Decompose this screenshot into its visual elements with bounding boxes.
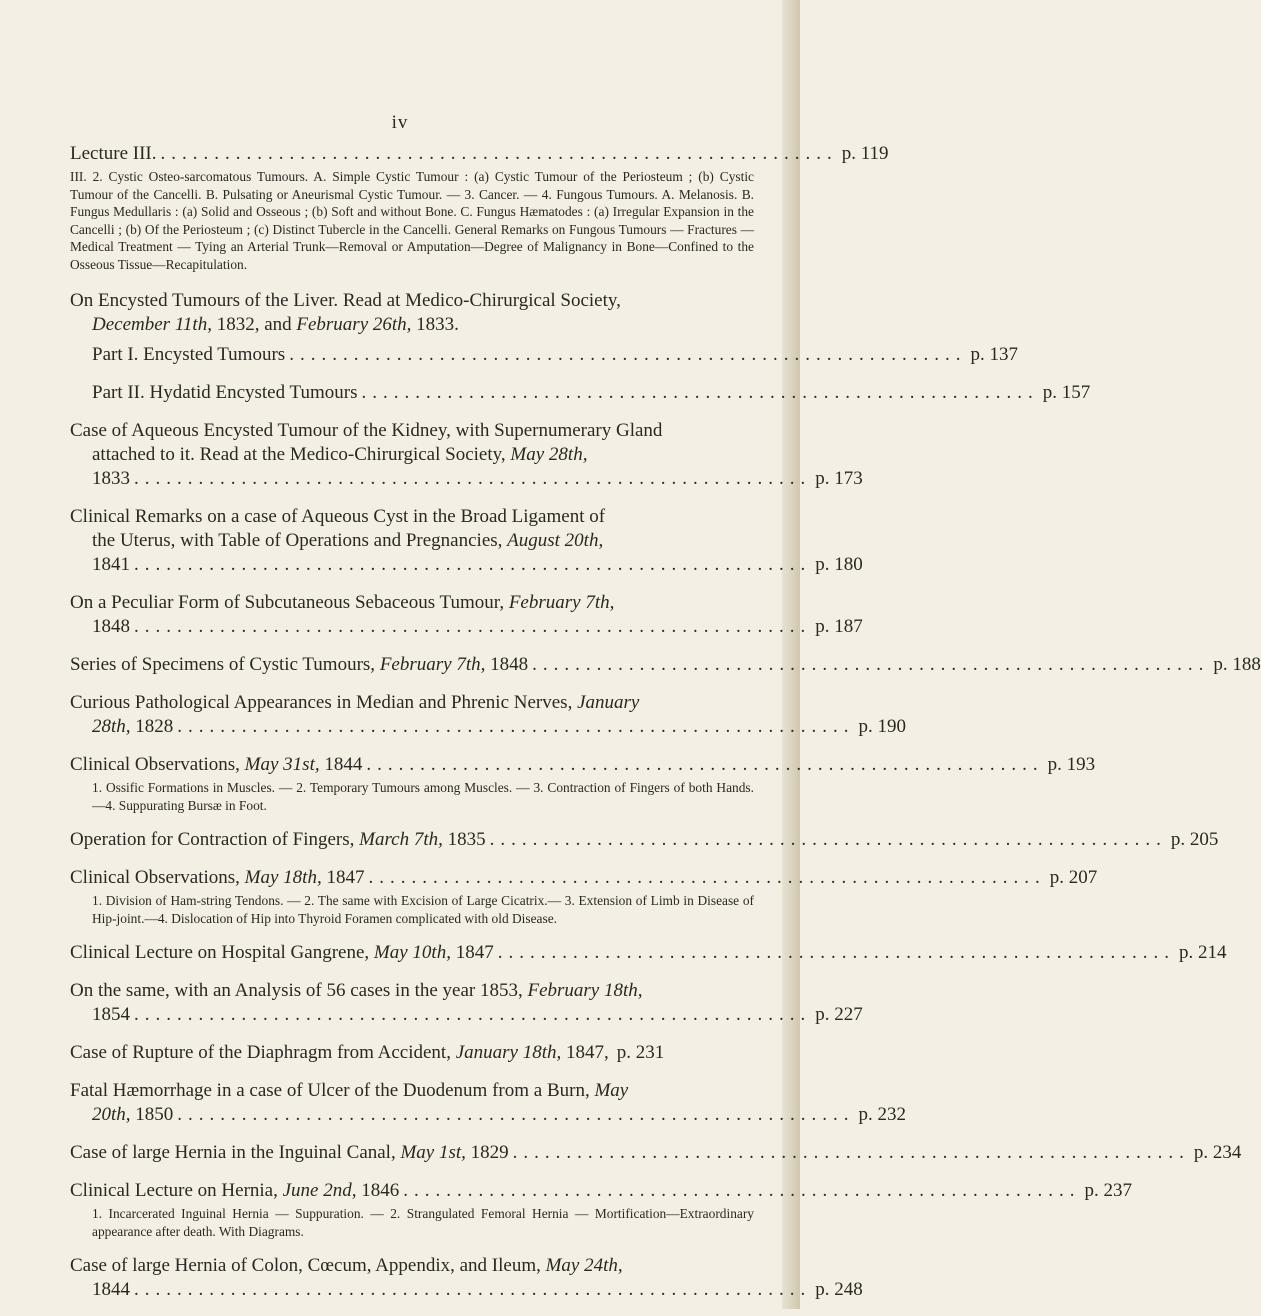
entry-date: February 18th, xyxy=(527,980,643,1001)
entry-title: Case of large Hernia in the Inguinal Canal, xyxy=(70,1142,396,1163)
toc-entry-part-ii xyxy=(70,381,1091,405)
toc-entry-inguinal xyxy=(70,1141,1242,1165)
entry-title: Case of Aqueous Encysted Tumour of the Kidney, with Supernumerary Gland xyxy=(70,420,663,441)
entry-date: May 31st, xyxy=(244,754,320,775)
entry-title: Clinical Remarks on a case of Aqueous Cyst in the Broad Ligament of xyxy=(70,506,606,527)
entry-title: Clinical Observations, xyxy=(70,754,240,775)
toc-entry-contraction xyxy=(70,828,1219,852)
entry-year: 1844 xyxy=(92,1279,130,1300)
entry-details: 1. Ossific Formations in Muscles. — 2. Temporary Tumours among Muscles. — 3. Contraction of Fingers of both Hands.—4. Suppurating Bursæ in Foot. xyxy=(92,780,754,813)
entry-title: Part I. Encysted Tumours xyxy=(92,344,286,365)
leader-dots: ............................................................... xyxy=(532,654,1210,675)
entry-page: p. 214 xyxy=(1178,942,1227,963)
toc-entry-series xyxy=(70,653,1261,677)
leader-dots: ............................................................... xyxy=(134,1004,812,1025)
entry-title: Lecture III. xyxy=(70,143,157,164)
entry-text-end: 1833. xyxy=(411,314,459,335)
entry-date: May 1st, xyxy=(400,1142,466,1163)
entry-title: Clinical Observations, xyxy=(70,867,240,888)
leader-dots: ............................................................... xyxy=(368,867,1046,888)
toc-entry-clinical-1847 xyxy=(70,866,1098,927)
entry-page: p. 232 xyxy=(858,1104,907,1125)
leader-dots: ............................................................... xyxy=(289,344,967,365)
entry-details: 1. Division of Ham-string Tendons. — 2. The same with Excision of Large Cicatrix.— 3. Extension of Limb in Disease of Hip-joint.—4. Dislocation of Hip into Thyroid Foramen complicated with old Disease. xyxy=(92,893,754,926)
entry-year: 1835 xyxy=(447,829,486,850)
entry-page: p. 207 xyxy=(1049,867,1098,888)
toc-entry-clinical-1844 xyxy=(70,753,1096,814)
leader-dots: ............................................................... xyxy=(177,1104,855,1125)
toc-entry-nerves xyxy=(70,691,907,739)
leader-dots: ............................................................... xyxy=(134,468,812,489)
entry-title: Series of Specimens of Cystic Tumours, xyxy=(70,654,376,675)
entry-page: p. 227 xyxy=(815,1004,863,1025)
entry-page: p. 119 xyxy=(841,143,889,164)
entry-date: March 7th, xyxy=(359,829,443,850)
entry-title: Case of large Hernia of Colon, Cœcum, Appendix, and Ileum, xyxy=(70,1255,541,1276)
entry-year: 1846 xyxy=(361,1180,400,1201)
entry-date: February 7th, xyxy=(379,654,486,675)
entry-page: p. 248 xyxy=(815,1279,863,1300)
leader-dots: ............................................................... xyxy=(160,143,838,164)
leader-dots: ............................................................... xyxy=(134,554,812,575)
toc-entry-hernia-lecture xyxy=(70,1179,1132,1240)
entry-year: 1841 xyxy=(92,554,130,575)
toc-entry-haemorrhage xyxy=(70,1079,907,1127)
entry-page: p. 180 xyxy=(815,554,863,575)
toc-entry-colon xyxy=(70,1254,863,1302)
entry-page: p. 193 xyxy=(1047,754,1096,775)
toc-entry-gangrene xyxy=(70,941,1227,965)
entry-year: 1854 xyxy=(92,1004,130,1025)
entry-year: 1828 xyxy=(135,716,174,737)
entry-date: May xyxy=(594,1080,629,1101)
entry-page: p. 205 xyxy=(1170,829,1219,850)
toc-entry-analysis xyxy=(70,979,863,1027)
entry-page: p. 157 xyxy=(1042,382,1091,403)
entry-year: 1850 xyxy=(135,1104,174,1125)
entry-date-2: 20th, xyxy=(92,1104,131,1125)
entry-page: p. 187 xyxy=(815,616,863,637)
leader-dots: ............................................................... xyxy=(403,1180,1081,1201)
entry-date: May 10th, xyxy=(373,942,451,963)
leader-dots: ............................................................... xyxy=(134,1279,812,1300)
entry-title: Case of Rupture of the Diaphragm from Accident, xyxy=(70,1042,451,1063)
entry-title: Fatal Hæmorrhage in a case of Ulcer of the Duodenum from a Burn, xyxy=(70,1080,590,1101)
entry-date-2: 28th, xyxy=(92,716,131,737)
entry-page: p. 231 xyxy=(616,1042,665,1063)
entry-page: p. 137 xyxy=(970,344,1018,365)
entry-details: 1. Incarcerated Inguinal Hernia — Suppuration. — 2. Strangulated Femoral Hernia — Mortification—Extraordinary appearance after death. With Diagrams. xyxy=(92,1206,754,1239)
entry-text: 1832, and xyxy=(211,314,297,335)
entry-title: On the same, with an Analysis of 56 cases in the year 1853, xyxy=(70,980,523,1001)
table-of-contents xyxy=(70,142,1261,1316)
toc-entry-encysted-liver xyxy=(70,289,754,337)
entry-year: 1848 xyxy=(490,654,529,675)
leader-dots: ............................................................... xyxy=(134,616,812,637)
entry-title: Operation for Contraction of Fingers, xyxy=(70,829,355,850)
leader-dots: ............................................................... xyxy=(366,754,1044,775)
entry-year: 1848 xyxy=(92,616,130,637)
entry-date: May 24th, xyxy=(545,1255,623,1276)
page-number: iv xyxy=(391,112,409,133)
entry-page: p. 188 xyxy=(1213,654,1261,675)
entry-year: 1829 xyxy=(470,1142,509,1163)
toc-entry-diaphragm xyxy=(70,1041,754,1065)
entry-year: 1847 xyxy=(455,942,494,963)
entry-date: January 18th, xyxy=(455,1042,562,1063)
entry-year: 1847, xyxy=(566,1042,609,1063)
toc-entry-kidney xyxy=(70,419,863,491)
entry-date: January xyxy=(577,692,640,713)
entry-title: Clinical Lecture on Hernia, xyxy=(70,1180,278,1201)
toc-entry-sebaceous xyxy=(70,591,863,639)
entry-text: attached to it. Read at the Medico-Chirurgical Society, xyxy=(92,444,506,465)
entry-date: June 2nd, xyxy=(282,1180,357,1201)
leader-dots: ............................................................... xyxy=(177,716,855,737)
entry-date: May 28th, xyxy=(510,444,588,465)
entry-title: On Encysted Tumours of the Liver. Read at Medico-Chirurgical Society, xyxy=(70,290,621,311)
toc-entry-lecture-iii xyxy=(70,142,889,273)
entry-page: p. 237 xyxy=(1084,1180,1132,1201)
leader-dots: ............................................................... xyxy=(512,1142,1190,1163)
entry-title: Curious Pathological Appearances in Median and Phrenic Nerves, xyxy=(70,692,573,713)
entry-date: August 20th, xyxy=(507,530,604,551)
entry-date-2: February 26th, xyxy=(296,314,412,335)
entry-page: p. 234 xyxy=(1193,1142,1242,1163)
entry-title: Clinical Lecture on Hospital Gangrene, xyxy=(70,942,370,963)
leader-dots: ............................................................... xyxy=(361,382,1039,403)
entry-year: 1833 xyxy=(92,468,130,489)
entry-details: III. 2. Cystic Osteo-sarcomatous Tumours. A. Simple Cystic Tumour : (a) Cystic Tumour of the Periosteum ; (b) Cystic Tumour of the Cancelli. B. Pulsating or Aneurismal Cystic Tumour. — 3. Cancer. — 4. Fungous Tumours. A. Melanosis. B. Fungus Medullaris : (a) Solid and Osseous ; (b) Soft and without Bone. C. Fungus Hæmatodes : (a) Irregular Expansion in the Cancelli ; (b) Of the Periosteum ; (c) Distinct Tubercle in the Cancelli. General Remarks on Fungous Tumours — Fractures — Medical Treatment — Tying an Arterial Trunk—Removal or Amputation—Degree of Malignancy in Bone—Confined to the Osseous Tissue—Recapitulation. xyxy=(70,169,754,272)
entry-date: December 11th, xyxy=(92,314,212,335)
entry-title: Part II. Hydatid Encysted Tumours xyxy=(92,382,358,403)
toc-entry-aqueous-cyst xyxy=(70,505,863,577)
entry-title: On a Peculiar Form of Subcutaneous Sebaceous Tumour, xyxy=(70,592,505,613)
entry-date: February 7th, xyxy=(508,592,615,613)
toc-entry-part-i xyxy=(70,343,1018,367)
entry-year: 1844 xyxy=(324,754,363,775)
entry-text: the Uterus, with Table of Operations and Pregnancies, xyxy=(92,530,503,551)
entry-page: p. 173 xyxy=(815,468,863,489)
entry-date: May 18th, xyxy=(244,867,322,888)
leader-dots: ............................................................... xyxy=(489,829,1167,850)
entry-year: 1847 xyxy=(326,867,365,888)
entry-page: p. 190 xyxy=(858,716,907,737)
leader-dots: ............................................................... xyxy=(497,942,1175,963)
